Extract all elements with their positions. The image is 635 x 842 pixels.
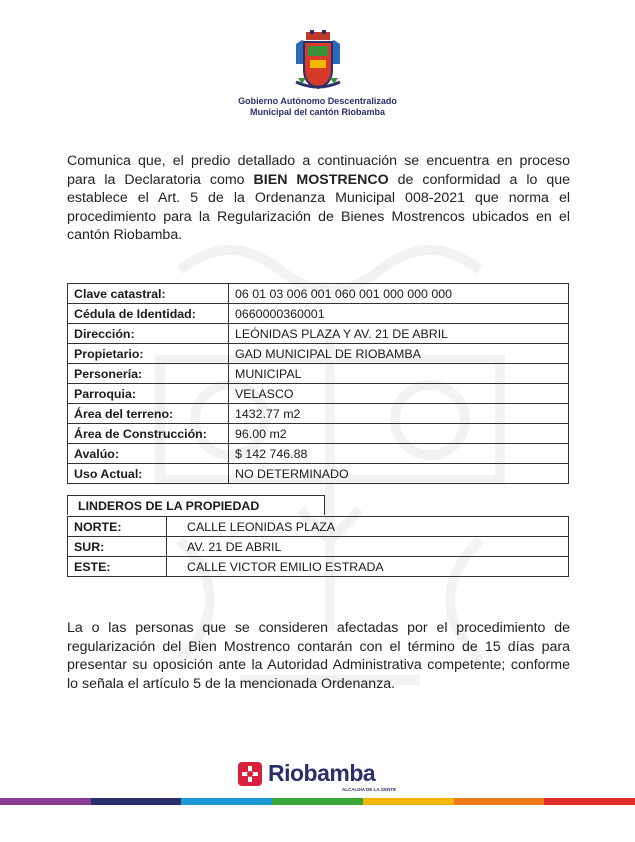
lindero-value: CALLE LEONIDAS PLAZA xyxy=(167,517,569,537)
property-value: 96.00 m2 xyxy=(229,424,569,444)
property-label: Clave catastral: xyxy=(68,284,229,304)
brand-tagline: ALCALDÍA DE LA GENTE xyxy=(342,787,397,792)
riobamba-logo xyxy=(238,760,403,790)
logo-emblem-icon xyxy=(238,762,262,786)
lindero-value: AV. 21 DE ABRIL xyxy=(167,537,569,557)
property-value: $ 142 746.88 xyxy=(229,444,569,464)
property-table xyxy=(67,283,569,484)
property-value: MUNICIPAL xyxy=(229,364,569,384)
property-row xyxy=(68,364,569,384)
org-name-line2: Municipal del cantón Riobamba xyxy=(249,107,385,117)
stripe-segment xyxy=(272,798,364,805)
property-label: Avalúo: xyxy=(68,444,229,464)
linderos-title: LINDEROS DE LA PROPIEDAD xyxy=(67,495,325,515)
property-row xyxy=(68,404,569,424)
stripe-segment xyxy=(544,798,635,805)
property-value: 06 01 03 006 001 060 001 000 000 000 xyxy=(229,284,569,304)
org-name-line1: Gobierno Autónomo Descentralizado xyxy=(238,96,397,106)
coat-of-arms-icon xyxy=(292,30,344,92)
property-label: Parroquia: xyxy=(68,384,229,404)
brand-name: Riobamba xyxy=(268,760,376,786)
intro-paragraph xyxy=(67,152,570,245)
stripe-segment xyxy=(363,798,455,805)
property-value: LEÓNIDAS PLAZA Y AV. 21 DE ABRIL xyxy=(229,324,569,344)
lindero-row xyxy=(68,557,569,577)
header xyxy=(0,30,635,118)
lindero-row xyxy=(68,537,569,557)
property-row xyxy=(68,384,569,404)
closing-paragraph: La o las personas que se consideren afectadas por el procedimiento de regularización del Bien Mostrenco contarán con el término de 15 días para presentar su oposición ante la Autoridad Administrativa competente; conforme lo señala el artículo 5 de la mencionada Ordenanza. xyxy=(67,620,570,692)
property-value: VELASCO xyxy=(229,384,569,404)
intro-text-2: de conformidad a lo que establece el Art. 5 de la Ordenanza Municipal 008-2021 que norma el procedimiento para la Regularización de Bienes Mostrencos ubicados en el cantón Riobamba. xyxy=(67,171,571,244)
property-label: Dirección: xyxy=(68,324,229,344)
property-row xyxy=(68,324,569,344)
property-label: Propietario: xyxy=(68,344,229,364)
stripe-segment xyxy=(0,798,92,805)
stripe-segment xyxy=(181,798,273,805)
property-row xyxy=(68,304,569,324)
lindero-label: NORTE: xyxy=(68,517,167,537)
intro-highlight: BIEN MOSTRENCO xyxy=(253,171,389,188)
property-label: Personería: xyxy=(68,364,229,384)
property-row xyxy=(68,424,569,444)
property-row xyxy=(68,284,569,304)
property-label: Área de Construcción: xyxy=(68,424,229,444)
lindero-label: ESTE: xyxy=(68,557,167,577)
lindero-value: CALLE VICTOR EMILIO ESTRADA xyxy=(167,557,569,577)
property-value: 0660000360001 xyxy=(229,304,569,324)
property-row xyxy=(68,344,569,364)
property-value: NO DETERMINADO xyxy=(229,464,569,484)
intro-text-1: Comunica que, el predio detallado a continuación se encuentra en proceso para la Declaratoria como xyxy=(67,153,570,188)
property-label: Cédula de Identidad: xyxy=(68,304,229,324)
lindero-label: SUR: xyxy=(68,537,167,557)
property-label: Uso Actual: xyxy=(68,464,229,484)
property-row xyxy=(68,444,569,464)
property-label: Área del terreno: xyxy=(68,404,229,424)
property-value: GAD MUNICIPAL DE RIOBAMBA xyxy=(229,344,569,364)
stripe-segment xyxy=(454,798,546,805)
property-row xyxy=(68,464,569,484)
lindero-row xyxy=(68,517,569,537)
linderos-table xyxy=(67,516,569,577)
stripe-segment xyxy=(91,798,183,805)
property-value: 1432.77 m2 xyxy=(229,404,569,424)
